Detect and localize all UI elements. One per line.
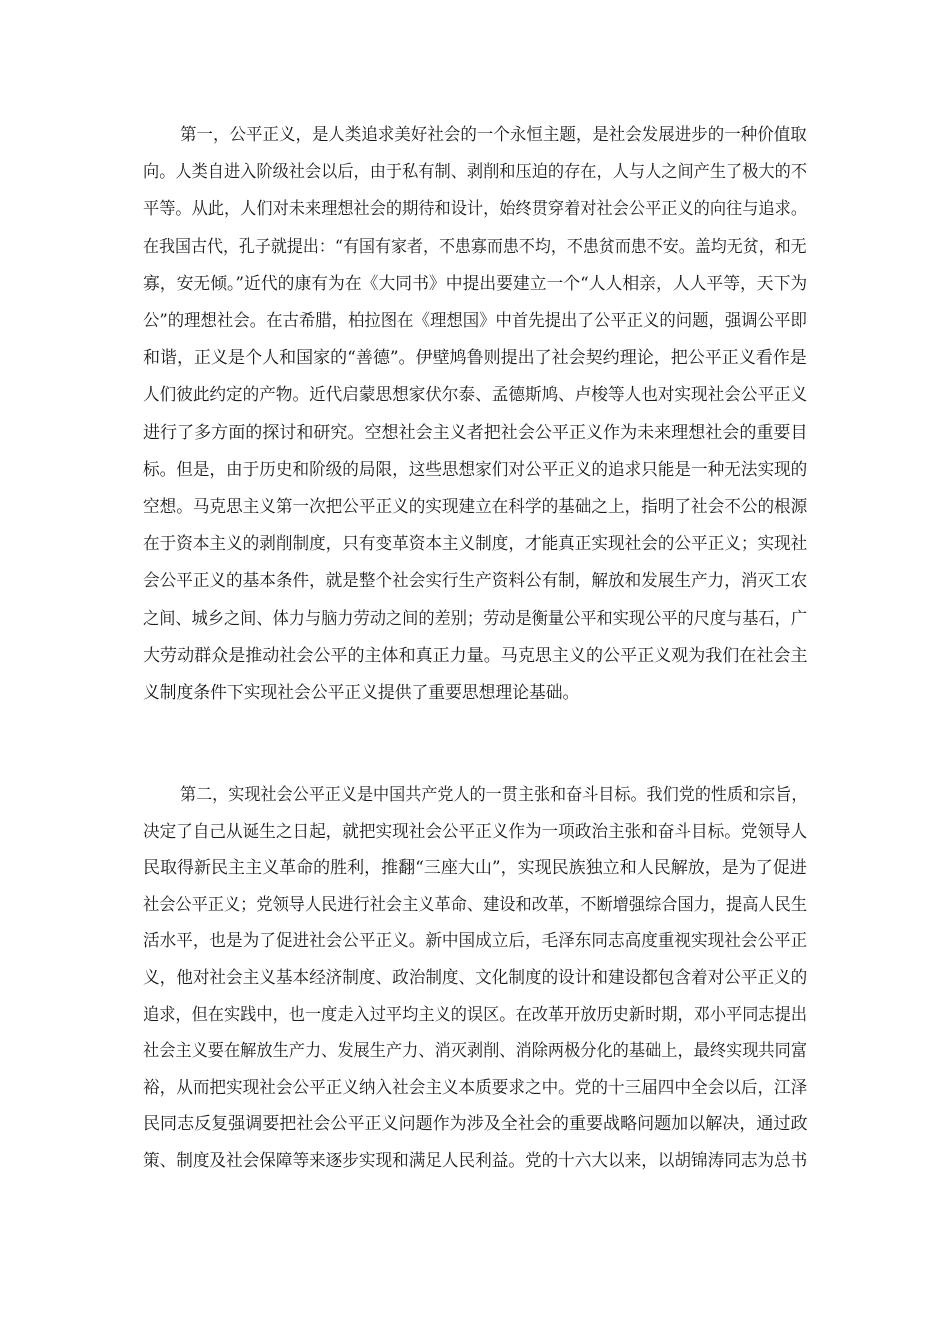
text-line: 追求，但在实践中，也一度走入过平均主义的误区。在改革开放历史新时期，邓小平同志提出 xyxy=(143,1004,808,1024)
text-line: 人们彼此约定的产物。近代启蒙思想家伏尔泰、孟德斯鸠、卢梭等人也对实现社会公平正义 xyxy=(143,384,808,404)
text-line: 大劳动群众是推动社会公平的主体和真正力量。马克思主义的公平正义观为我们在社会主 xyxy=(143,645,808,665)
text-line: 标。但是，由于历史和阶级的局限，这些思想家们对公平正义的追求只能是一种无法实现的 xyxy=(143,459,808,479)
text-line: 义，他对社会主义基本经济制度、政治制度、文化制度的设计和建设都包含着对公平正义的 xyxy=(143,967,808,987)
text-line: 社会公平正义；党领导人民进行社会主义革命、建设和改革，不断增强综合国力，提高人民生 xyxy=(143,894,808,914)
text-line: 义制度条件下实现社会公平正义提供了重要思想理论基础。 xyxy=(143,682,580,702)
text-line: 平等。从此，人们对未来理想社会的期待和设计，始终贯穿着对社会公平正义的向往与追求。 xyxy=(143,198,808,218)
text-line: 公”的理想社会。在古希腊，柏拉图在《理想国》中首先提出了公平正义的问题，强调公平即 xyxy=(143,310,807,330)
text-line: 民取得新民主主义革命的胜利，推翻“三座大山”，实现民族独立和人民解放，是为了促进 xyxy=(143,857,807,877)
text-line: 第一，公平正义，是人类追求美好社会的一个永恒主题，是社会发展进步的一种价值取 xyxy=(180,124,807,144)
text-line: 策、制度及社会保障等来逐步实现和满足人民利益。党的十六大以来，以胡锦涛同志为总书 xyxy=(143,1150,808,1170)
text-line: 向。人类自进入阶级社会以后，由于私有制、剥削和压迫的存在，人与人之间产生了极大的不 xyxy=(143,161,808,181)
text-line: 寡，安无倾。”近代的康有为在《大同书》中提出要建立一个“人人相亲，人人平等，天下为 xyxy=(143,273,808,293)
text-line: 裕，从而把实现社会公平正义纳入社会主义本质要求之中。党的十三届四中全会以后，江泽 xyxy=(143,1077,808,1097)
text-line: 和谐，正义是个人和国家的“善德”。伊壁鸠鲁则提出了社会契约理论，把公平正义看作是 xyxy=(143,347,807,367)
text-line: 空想。马克思主义第一次把公平正义的实现建立在科学的基础之上，指明了社会不公的根源 xyxy=(143,496,808,516)
text-line: 在我国古代，孔子就提出：“有国有家者，不患寡而患不均，不患贫而患不安。盖均无贫，和无 xyxy=(143,236,807,256)
text-line: 第二，实现社会公平正义是中国共产党人的一贯主张和奋斗目标。我们党的性质和宗旨， xyxy=(180,784,808,804)
text-line: 活水平，也是为了促进社会公平正义。新中国成立后，毛泽东同志高度重视实现社会公平正 xyxy=(143,930,808,950)
text-line: 进行了多方面的探讨和研究。空想社会主义者把社会公平正义作为未来理想社会的重要目 xyxy=(143,422,808,442)
text-line: 之间、城乡之间、体力与脑力劳动之间的差别；劳动是衡量公平和实现公平的尺度与基石，广 xyxy=(143,608,808,628)
text-line: 会公平正义的基本条件，就是整个社会实行生产资料公有制，解放和发展生产力，消灭工农 xyxy=(143,570,808,590)
text-line: 在于资本主义的剥削制度，只有变革资本主义制度，才能真正实现社会的公平正义；实现社 xyxy=(143,533,808,553)
text-line: 社会主义要在解放生产力、发展生产力、消灭剥削、消除两极分化的基础上，最终实现共同富 xyxy=(143,1040,808,1060)
text-line: 民同志反复强调要把社会公平正义问题作为涉及全社会的重要战略问题加以解决，通过政 xyxy=(143,1113,808,1133)
text-line: 决定了自己从诞生之日起，就把实现社会公平正义作为一项政治主张和奋斗目标。党领导人 xyxy=(143,821,808,841)
